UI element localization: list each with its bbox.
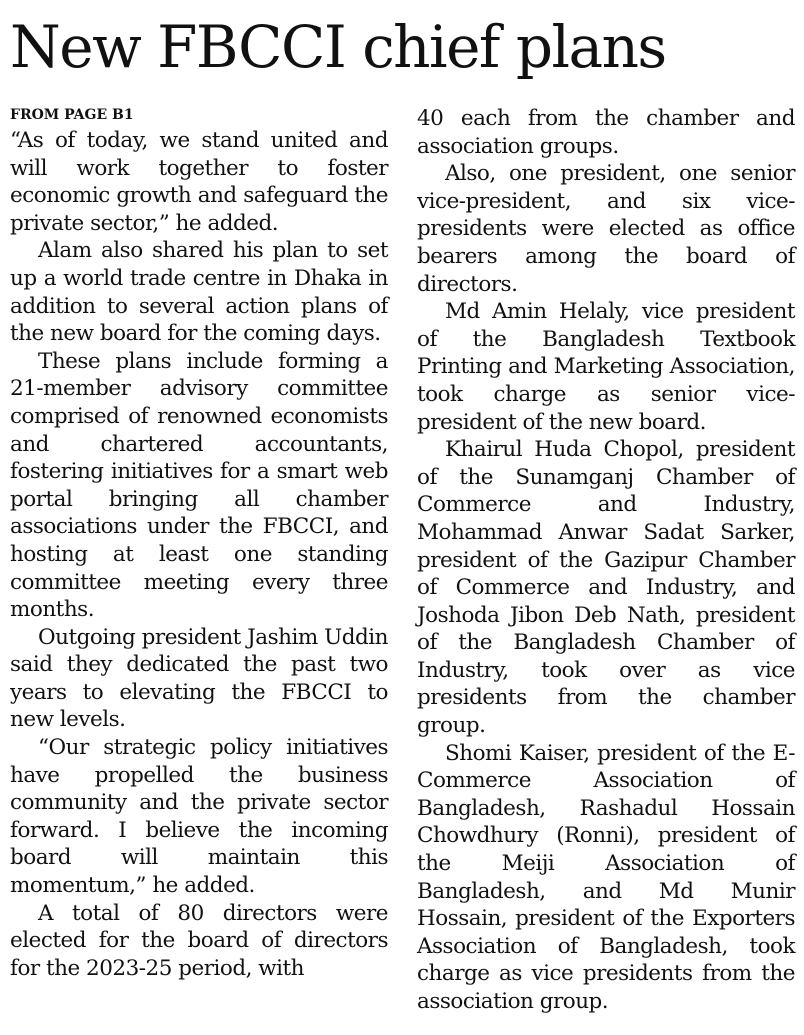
kicker: FROM PAGE B1 [10, 107, 134, 123]
paragraph: Md Amin Helaly, vice president of the Bangladesh Textbook Printing and Marketing Association, took charge as senior vice-president of the new board. [417, 299, 795, 435]
paragraph: Shomi Kaiser, president of the E-Commerce Association of Bangladesh, Rashadul Hossain Chowdhury (Ronni), president of the Meiji Association of Bangladesh, and Md Munir Hossain, president of the Exporters Association of Bangladesh, took charge as vice presidents from the association group. [417, 740, 795, 1014]
article-column-left [10, 105, 388, 982]
paragraph: 40 each from the chamber and association groups. [417, 106, 795, 159]
paragraph: Alam also shared his plan to set up a world trade centre in Dhaka in addition to several action plans of the new board for the coming days. [10, 238, 388, 347]
paragraph: “As of today, we stand united and will work together to foster economic growth and safeguard the private sector,” he added. [10, 128, 388, 236]
paragraph: These plans include forming a 21-member advisory committee comprised of renowned economists and chartered accountants, fostering initiatives for a smart web portal bringing all chamber associations under the FBCCI, and hosting at least one standing committee meeting every three months. [10, 348, 388, 623]
article-column-right [417, 105, 795, 1016]
paragraph: Khairul Huda Chopol, president of the Sunamganj Chamber of Commerce and Industry, Mohammad Anwar Sadat Sarker, president of the Gazipur Chamber of Commerce and Industry, and Joshoda Jibon Deb Nath, president of the Bangladesh Chamber of Industry, took over as vice presidents from the chamber group. [417, 437, 795, 739]
paragraph: Outgoing president Jashim Uddin said they dedicated the past two years to elevating the FBCCI to new levels. [10, 624, 388, 733]
paragraph: “Our strategic policy initiatives have propelled the business community and the private sector forward. I believe the incoming board will maintain this momentum,” he added. [10, 735, 388, 899]
paragraph: A total of 80 directors were elected for the board of directors for the 2023-25 period, with [10, 900, 388, 981]
headline: New FBCCI chief plans [10, 13, 666, 81]
paragraph: Also, one president, one senior vice-president, and six vice-presidents were elected as office bearers among the board of directors. [417, 161, 795, 297]
